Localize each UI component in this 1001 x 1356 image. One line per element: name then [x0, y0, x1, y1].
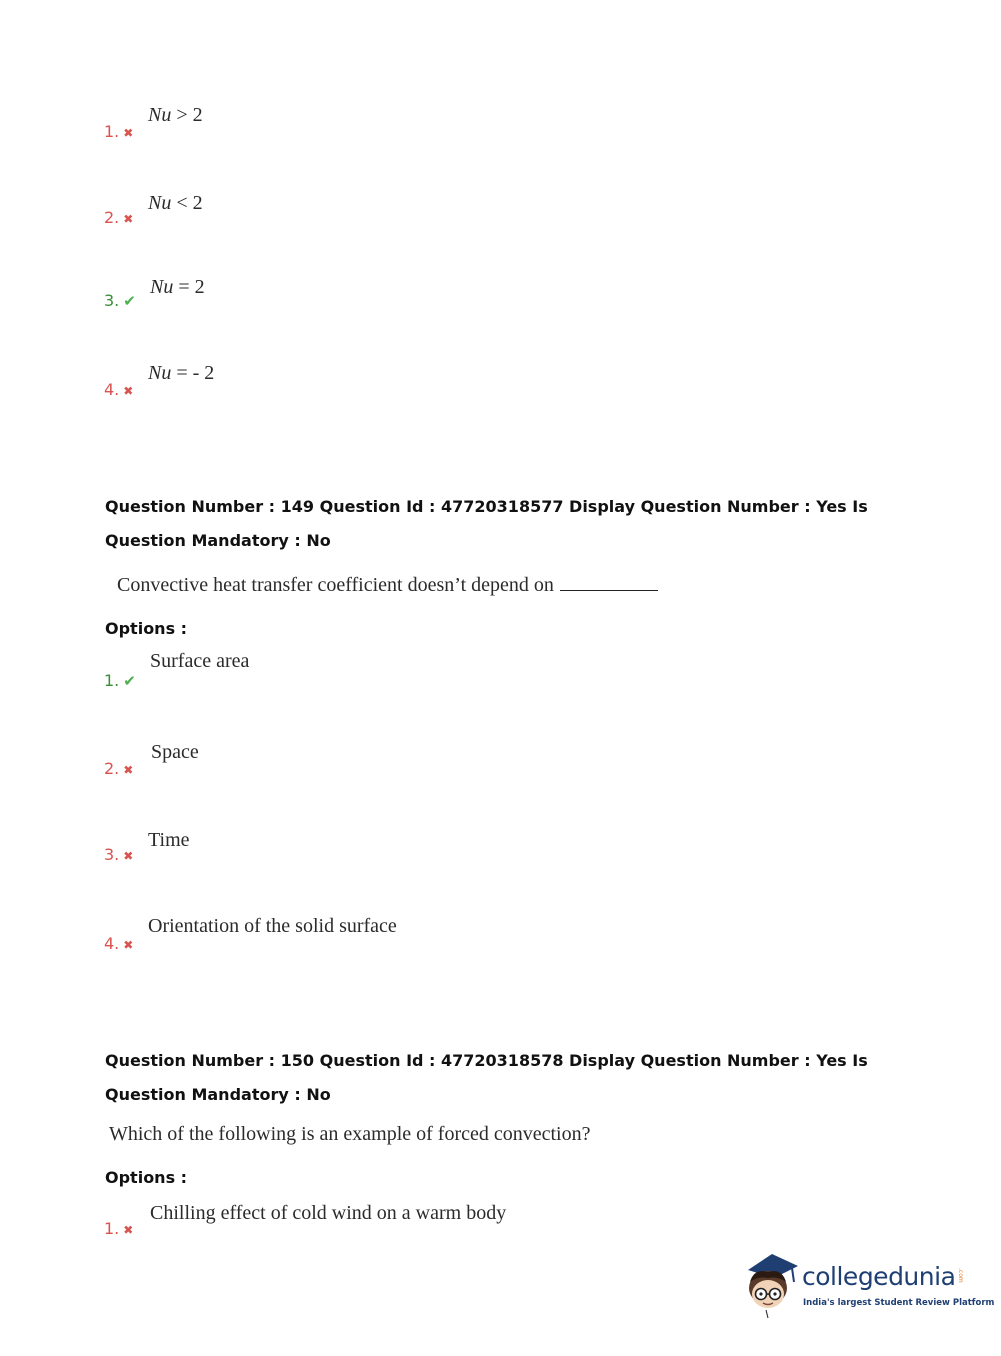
- option-number: 4. ✖: [104, 380, 134, 399]
- brand-name: collegedunia: [802, 1262, 956, 1291]
- cross-icon: ✖: [123, 1223, 134, 1237]
- option-text: Nu = - 2: [148, 362, 215, 384]
- option-text: Chilling effect of cold wind on a warm body: [150, 1202, 507, 1224]
- brand-tagline: India's largest Student Review Platform: [803, 1298, 995, 1308]
- option-number: 2. ✖: [104, 759, 134, 778]
- check-icon: ✔: [123, 672, 136, 690]
- question-header: Question Number : 150 Question Id : 47720318578 Display Question Number : Yes Is Question Mandatory : No: [105, 1051, 868, 1104]
- question-text: Convective heat transfer coefficient doesn’t depend on: [117, 572, 658, 597]
- collegedunia-logo: [742, 1248, 995, 1320]
- mascot-icon: [742, 1248, 800, 1320]
- question-header: Question Number : 149 Question Id : 47720318577 Display Question Number : Yes Is Question Mandatory : No: [105, 497, 868, 550]
- option-text: Nu = 2: [150, 276, 205, 298]
- option-text: Orientation of the solid surface: [148, 915, 397, 937]
- option-text: Time: [148, 829, 190, 851]
- option-text: Nu < 2: [148, 192, 203, 214]
- cross-icon: ✖: [123, 763, 134, 777]
- option-text: Surface area: [150, 650, 250, 672]
- option-number: 3. ✖: [104, 845, 134, 864]
- brand-domain: .com: [957, 1268, 964, 1283]
- option-number: 3. ✔: [104, 291, 136, 310]
- option-text: Nu > 2: [148, 104, 203, 126]
- check-icon: ✔: [123, 292, 136, 310]
- answer-blank: [560, 572, 658, 591]
- cross-icon: ✖: [123, 384, 134, 398]
- cross-icon: ✖: [123, 938, 134, 952]
- cross-icon: ✖: [123, 849, 134, 863]
- options-label: Options :: [105, 1168, 188, 1187]
- cross-icon: ✖: [123, 126, 134, 140]
- option-number: 2. ✖: [104, 208, 134, 227]
- cross-icon: ✖: [123, 212, 134, 226]
- option-text: Space: [151, 741, 199, 763]
- question-text: Which of the following is an example of forced convection?: [109, 1123, 591, 1145]
- option-number: 1. ✖: [104, 1219, 134, 1238]
- option-number: 1. ✔: [104, 671, 136, 690]
- option-number: 4. ✖: [104, 934, 134, 953]
- option-number: 1. ✖: [104, 122, 134, 141]
- options-label: Options :: [105, 619, 188, 638]
